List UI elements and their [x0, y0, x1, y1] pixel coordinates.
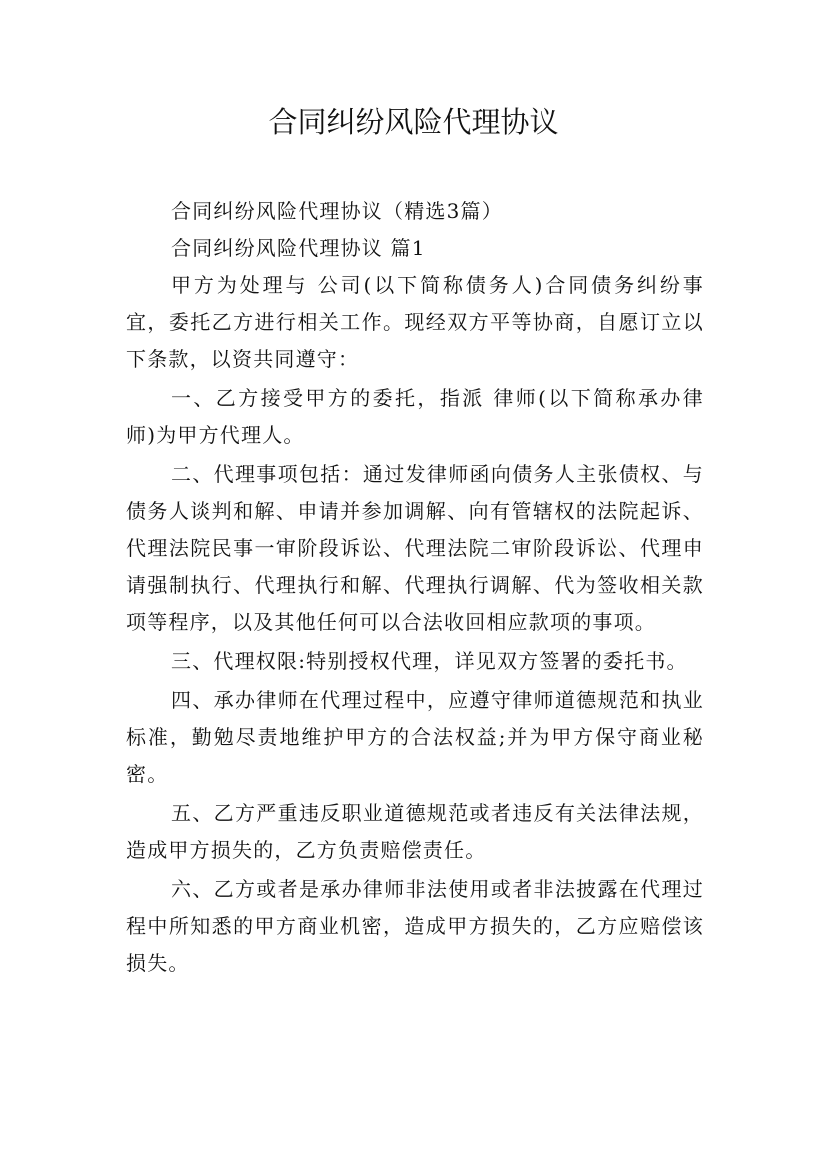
paragraph-clause-2: 二、代理事项包括：通过发律师函向债务人主张债权、与债务人谈判和解、申请并参加调解、向有管辖权的法院起诉、代理法院民事一审阶段诉讼、代理法院二审阶段诉讼、代理申请强制执行、代理执行和解、代理执行调解、代为签收相关款项等程序，以及其他任何可以合法收回相应款项的事项。: [126, 462, 704, 634]
document-body: [126, 193, 704, 984]
paragraph-clause-5: 五、乙方严重违反职业道德规范或者违反有关法律法规，造成甲方损失的，乙方负责赔偿责任。: [126, 801, 704, 862]
paragraph-clause-1: 一、乙方接受甲方的委托，指派 律师(以下简称承办律师)为甲方代理人。: [126, 386, 704, 447]
paragraph-preamble: 甲方为处理与 公司(以下简称债务人)合同债务纠纷事宜，委托乙方进行相关工作。现经双方平等协商，自愿订立以下条款，以资共同遵守：: [126, 273, 704, 371]
paragraph-subtitle: 合同纠纷风险代理协议（精选3篇）: [171, 199, 503, 223]
document-title: 合同纠纷风险代理协议: [268, 105, 559, 139]
paragraph-clause-4: 四、承办律师在代理过程中，应遵守律师道德规范和执业标准，勤勉尽责地维护甲方的合法权益;并为甲方保守商业秘密。: [126, 688, 704, 786]
paragraph-section-heading: 合同纠纷风险代理协议 篇1: [171, 236, 426, 260]
paragraph-clause-6: 六、乙方或者是承办律师非法使用或者非法披露在代理过程中所知悉的甲方商业机密，造成甲方损失的，乙方应赔偿该损失。: [126, 877, 704, 975]
paragraph-clause-3: 三、代理权限:特别授权代理，详见双方签署的委托书。: [171, 649, 688, 673]
